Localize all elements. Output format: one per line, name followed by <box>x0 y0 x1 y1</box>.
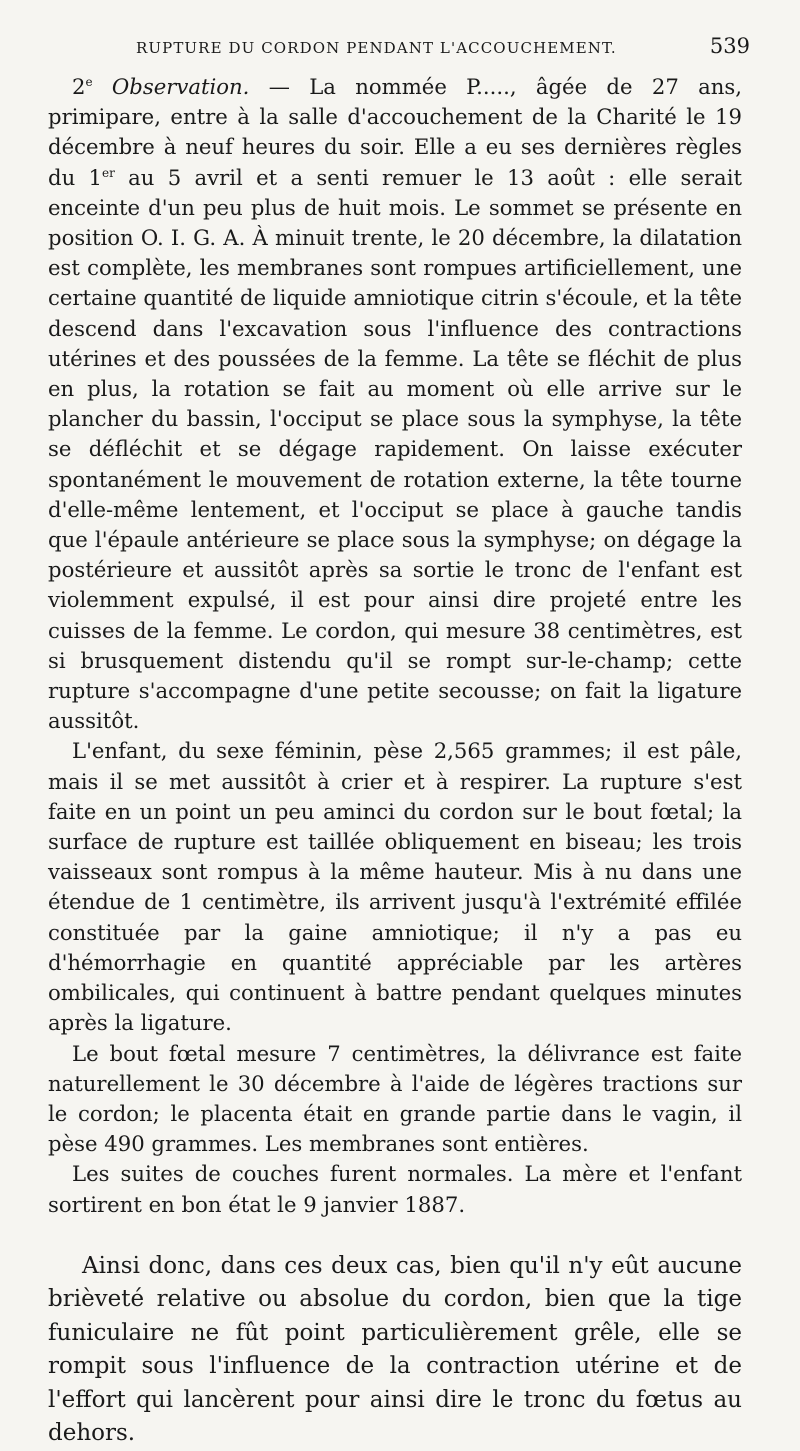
observation-text-1: — La nommée P....., âgée de 27 ans, primipare, entre à la salle d'accouchement de la Charité le 19 décembre à neuf heures du soir. Elle a eu ses dernières règles du 1 <box>48 74 742 190</box>
running-title: RUPTURE DU CORDON PENDANT L'ACCOUCHEMENT. <box>136 39 617 57</box>
running-head <box>136 34 750 64</box>
page-number: 539 <box>709 34 750 58</box>
paragraph-observation <box>48 72 742 736</box>
observation-number: 2 <box>72 74 86 99</box>
paragraph-conclusion: Ainsi donc, dans ces deux cas, bien qu'il n'y eût aucune brièveté relative ou absolue du cordon, bien que la tige funiculaire ne fût point particulièrement grêle, elle se rompit sous l'influence de la contraction utérine et de l'effort qui lancèrent pour ainsi dire le tronc du fœtus au dehors. <box>48 1252 742 1447</box>
observation-ordinal-2: er <box>102 165 115 180</box>
paragraph-fetal-end: Le bout fœtal mesure 7 centimètres, la délivrance est faite naturellement le 30 décembre à l'aide de légères tractions sur le cordon; le placenta était en grande partie dans le vagin, il pèse 490 grammes. Les membranes sont entières. <box>48 1040 742 1157</box>
paragraph-outcome: Les suites de couches furent normales. La mère et l'enfant sortirent en bon état le 9 janvier 1887. <box>48 1161 742 1217</box>
paragraph-child: L'enfant, du sexe féminin, pèse 2,565 grammes; il est pâle, mais il se met aussitôt à crier et à respirer. La rupture s'est faite en un point un peu aminci du cordon sur le bout fœtal; la surface de rupture est taillée obliquement en biseau; les trois vaisseaux sont rompus à la même hauteur. Mis à nu dans une étendue de 1 centimètre, ils arrivent jusqu'à l'extrémité effilée constituée par la gaine amniotique; il n'y a pas eu d'hémorrhagie en quantité appréciable par les artères ombilicales, qui continuent à battre pendant quelques minutes après la ligature. <box>48 738 742 1036</box>
observation-ordinal: e <box>85 74 93 89</box>
observation-label: Observation. <box>111 74 250 99</box>
observation-text-2: au 5 avril et a senti remuer le 13 août : elle serait enceinte d'un peu plus de huit mois. Le sommet se présente en position O. I. G. A. À minuit trente, le 20 décembre, la dilatation est complète, les membranes sont rompues artificiellement, une certaine quantité de liquide amniotique citrin s'écoule, et la tête descend dans l'excavation sous l'influence des contractions utérines et des poussées de la femme. La tête se fléchit de plus en plus, la rotation se fait au moment où elle arrive sur le plancher du bassin, l'occiput se place sous la symphyse, la tête se défléchit et se dégage rapidement. On laisse exécuter spontanément le mouvement de rotation externe, la tête tourne d'elle-même lentement, et l'occiput se place à gauche tandis que l'épaule antérieure se place sous la symphyse; on dégage la postérieure et aussitôt après sa sortie le tronc de l'enfant est violemment expulsé, il est pour ainsi dire projeté entre les cuisses de la femme. Le cordon, qui mesure 38 centimètres, est si brusquement distendu qu'il se rompt sur-le-champ; cette rupture s'accompagne d'une petite secousse; on fait la ligature aussitôt. <box>48 164 742 734</box>
